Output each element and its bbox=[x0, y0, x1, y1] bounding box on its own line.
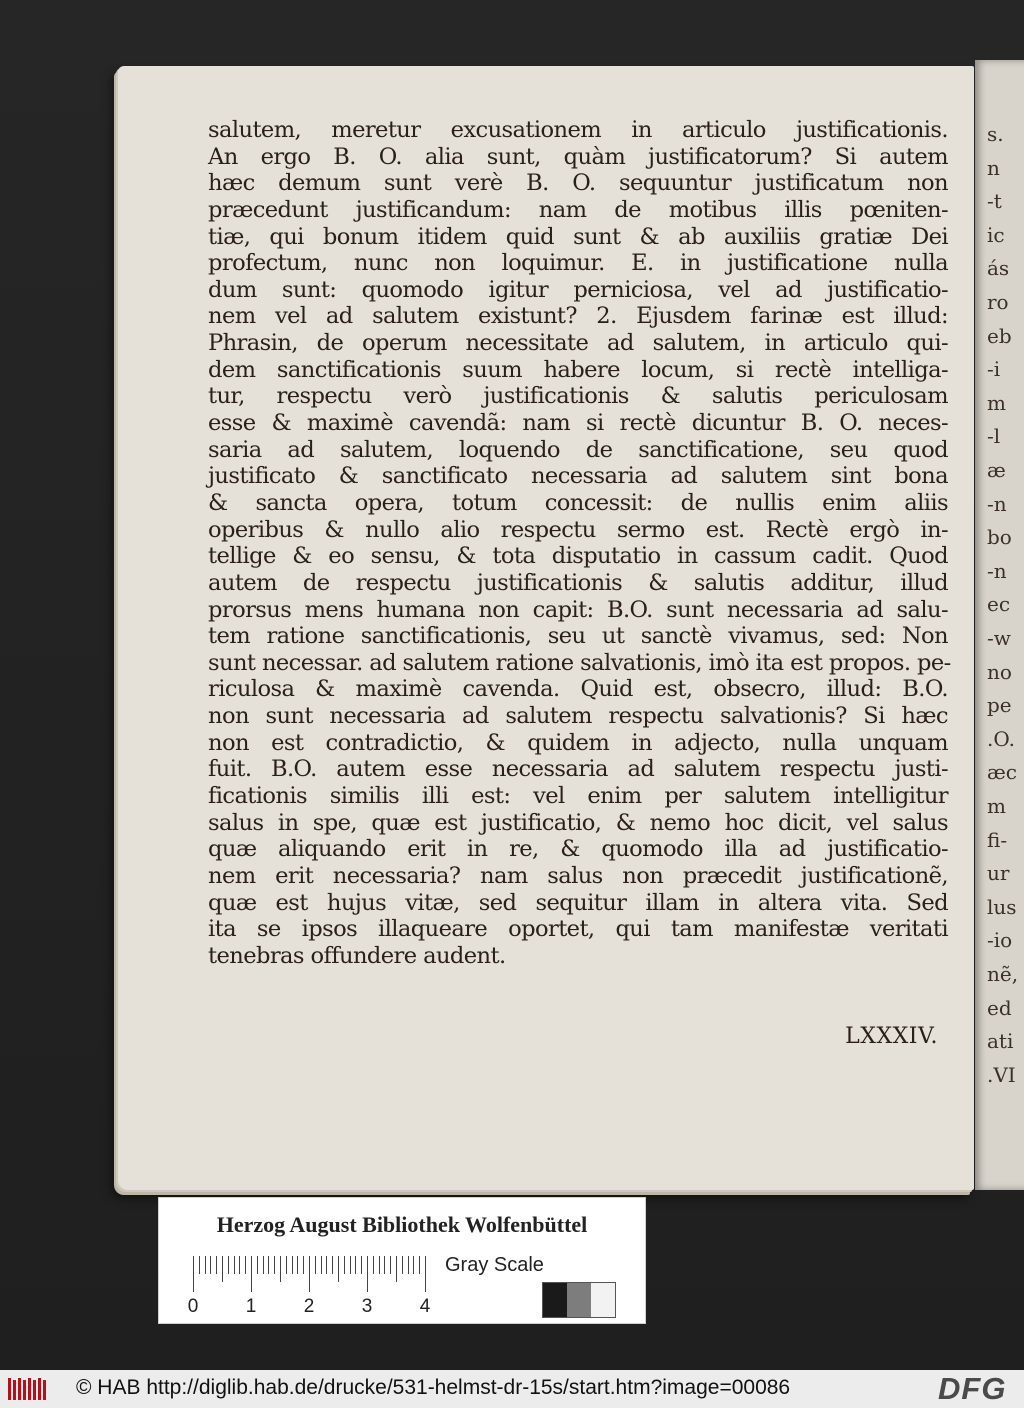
hab-logo-bar bbox=[18, 1378, 21, 1400]
ruler-tick bbox=[280, 1256, 281, 1282]
ruler-tick bbox=[205, 1256, 206, 1274]
next-page-fragment: -i bbox=[987, 357, 1001, 382]
ruler-tick bbox=[228, 1256, 229, 1274]
text-line: justificato & sanctificato necessaria ad salutem sint bona bbox=[208, 463, 948, 490]
ruler-tick bbox=[251, 1256, 252, 1292]
next-page-fragment: m bbox=[987, 390, 1006, 415]
text-line: profectum, nunc non loquimur. E. in justificatione nulla bbox=[208, 250, 948, 277]
ruler-number: 2 bbox=[303, 1296, 315, 1317]
text-line: saria ad salutem, loquendo de sanctificatione, seu quod bbox=[208, 436, 948, 463]
next-page-fragment: fi- bbox=[987, 827, 1008, 852]
text-line: nem vel ad salutem existunt? 2. Ejusdem farinæ est illud: bbox=[208, 303, 948, 330]
next-page-fragment: æ bbox=[987, 458, 1006, 482]
next-page-fragment: n bbox=[987, 155, 1000, 180]
ruler-tick bbox=[303, 1256, 304, 1274]
text-line: hæc demum sunt verè B. O. sequuntur justificatum non bbox=[208, 170, 948, 197]
ruler-tick bbox=[338, 1256, 339, 1282]
text-line: operibus & nullo alio respectu sermo est. Rectè ergò in- bbox=[208, 516, 948, 543]
ruler-tick bbox=[390, 1256, 391, 1274]
ruler-tick bbox=[373, 1256, 374, 1274]
color-calibration-card bbox=[158, 1197, 646, 1324]
text-line: sunt necessar. ad salutem ratione salvationis, imò ita est propos. pe- bbox=[208, 649, 951, 676]
ruler-tick bbox=[234, 1256, 235, 1274]
ruler-tick bbox=[321, 1256, 322, 1274]
next-page-fragment: ás bbox=[987, 256, 1010, 281]
text-line: esse & maximè cavendã: nam si rectè dicuntur B. O. neces- bbox=[208, 410, 948, 437]
hab-logo-bar bbox=[43, 1380, 46, 1400]
ruler-tick bbox=[332, 1256, 333, 1274]
hab-logo-bar bbox=[33, 1380, 36, 1400]
scale-ruler bbox=[187, 1256, 433, 1317]
ruler-tick bbox=[367, 1256, 368, 1292]
next-page-fragment: s. bbox=[987, 122, 1004, 146]
gray-swatch bbox=[543, 1283, 567, 1317]
ruler-tick bbox=[286, 1256, 287, 1274]
ruler-tick bbox=[245, 1256, 246, 1274]
text-line: tellige & eo sensu, & tota disputatio in cassum cadit. Quod bbox=[208, 543, 948, 570]
text-line: salus in spe, quæ est justificatio, & nemo hoc dicit, vel salus bbox=[208, 809, 948, 836]
text-line: non sunt necessaria ad salutem respectu salvationis? Si hæc bbox=[208, 703, 948, 730]
ruler-tick bbox=[216, 1256, 217, 1274]
text-line: tur, respectu verò justificationis & salutis periculosam bbox=[208, 383, 948, 410]
ruler-tick bbox=[292, 1256, 293, 1274]
ruler-tick bbox=[344, 1256, 345, 1274]
ruler-tick bbox=[268, 1256, 269, 1274]
text-line: dem sanctificationis suum habere locum, si rectè intelliga- bbox=[208, 356, 948, 383]
text-line: prorsus mens humana non capit: B.O. sunt necessaria ad salu- bbox=[208, 596, 948, 623]
catchword: LXXXIV. bbox=[845, 1024, 938, 1049]
next-page-fragment: ic bbox=[987, 222, 1005, 247]
text-line: tenebras offundere audent. bbox=[208, 942, 506, 969]
hab-logo-bar bbox=[38, 1378, 41, 1400]
text-line: quæ est hujus vitæ, sed sequitur illam in altera vita. Sed bbox=[208, 889, 948, 916]
ruler-tick bbox=[419, 1256, 420, 1274]
next-page-fragment: ro bbox=[987, 290, 1009, 314]
ruler-tick bbox=[315, 1256, 316, 1274]
ruler-tick bbox=[263, 1256, 264, 1274]
next-page-fragment: -n bbox=[987, 491, 1007, 516]
page-text bbox=[208, 117, 951, 970]
next-page-fragment: -t bbox=[987, 189, 1002, 214]
next-page-fragment: ati bbox=[987, 1029, 1014, 1054]
ruler-tick bbox=[396, 1256, 397, 1282]
text-line: Phrasin, de operum necessitate ad salutem, in articulo qui- bbox=[208, 330, 948, 357]
ruler-tick bbox=[408, 1256, 409, 1274]
text-line: præcedunt justificandum: nam de motibus illis pœniten- bbox=[208, 196, 948, 223]
text-line: quæ aliquando erit in re, & quomodo illa ad justificatio- bbox=[208, 836, 948, 863]
ruler-number: 4 bbox=[419, 1296, 431, 1317]
next-page-fragment: .VI bbox=[987, 1062, 1016, 1087]
ruler-tick bbox=[326, 1256, 327, 1274]
next-page-fragment: lus bbox=[987, 894, 1017, 919]
next-page-fragment: -n bbox=[987, 558, 1007, 583]
next-page-fragment: bo bbox=[987, 525, 1012, 550]
next-page-fragment: m bbox=[987, 794, 1006, 818]
viewer-footer bbox=[0, 1370, 1024, 1408]
next-page-fragment: no bbox=[987, 659, 1012, 684]
ruler-tick bbox=[402, 1256, 403, 1274]
text-line: An ergo B. O. alia sunt, quàm justificatorum? Si autem bbox=[208, 143, 948, 170]
ruler-tick bbox=[193, 1256, 194, 1292]
ruler-tick bbox=[199, 1256, 200, 1274]
ruler-tick bbox=[379, 1256, 380, 1274]
text-line: tiæ, qui bonum itidem quid sunt & ab auxiliis gratiæ Dei bbox=[208, 223, 948, 250]
ruler-tick bbox=[309, 1256, 310, 1292]
text-line: tem ratione sanctificationis, seu ut sanctè vivamus, sed: Non bbox=[208, 623, 948, 650]
text-line: fuit. B.O. autem esse necessaria ad salutem respectu justi- bbox=[208, 756, 948, 783]
ruler-tick bbox=[222, 1256, 223, 1282]
text-line: ita se ipsos illaqueare oportet, qui tam manifestæ veritati bbox=[208, 916, 948, 943]
hab-logo-bar bbox=[8, 1378, 11, 1400]
text-line: dum sunt: quomodo igitur perniciosa, vel ad justificatio- bbox=[208, 276, 948, 303]
text-line: riculosa & maximè cavenda. Quid est, obsecro, illud: B.O. bbox=[208, 676, 948, 703]
next-page-fragment: ec bbox=[987, 592, 1011, 617]
next-page-edge bbox=[975, 60, 1024, 1190]
text-line: non est contradictio, & quidem in adjecto, nulla unquam bbox=[208, 729, 948, 756]
next-page-fragment: -l bbox=[987, 424, 1001, 449]
next-page-fragment: -w bbox=[987, 626, 1011, 650]
ruler-tick bbox=[297, 1256, 298, 1274]
hab-logo-icon bbox=[6, 1376, 48, 1402]
hab-logo-bar bbox=[13, 1380, 16, 1400]
ruler-tick bbox=[355, 1256, 356, 1274]
ruler-number: 0 bbox=[187, 1296, 199, 1317]
hab-logo-bar bbox=[28, 1378, 31, 1400]
ruler-tick bbox=[274, 1256, 275, 1274]
next-page-fragment: eb bbox=[987, 323, 1012, 348]
next-page-fragment: ur bbox=[987, 861, 1010, 886]
next-page-fragment: nẽ, bbox=[987, 962, 1019, 986]
hab-logo-bar bbox=[23, 1380, 26, 1400]
next-page-fragment: pe bbox=[987, 693, 1012, 718]
ruler-tick bbox=[384, 1256, 385, 1274]
next-page-fragment: .O. bbox=[987, 726, 1015, 751]
gray-scale-swatch bbox=[542, 1282, 616, 1318]
text-line: nem erit necessaria? nam salus non præcedit justificationẽ, bbox=[208, 862, 948, 889]
ruler-number: 1 bbox=[245, 1296, 257, 1317]
gray-swatch bbox=[567, 1283, 591, 1317]
source-url[interactable]: © HAB http://diglib.hab.de/drucke/531-helmst-dr-15s/start.htm?image=00086 bbox=[76, 1376, 791, 1399]
library-name: Herzog August Bibliothek Wolfenbüttel bbox=[216, 1212, 588, 1237]
ruler-tick bbox=[413, 1256, 414, 1274]
gray-swatch bbox=[591, 1283, 615, 1317]
ruler-tick bbox=[425, 1256, 426, 1292]
gray-scale-label: Gray Scale bbox=[445, 1254, 544, 1276]
next-page-fragment: æc bbox=[987, 760, 1017, 785]
ruler-number: 3 bbox=[361, 1296, 373, 1317]
ruler-tick bbox=[361, 1256, 362, 1274]
next-page-fragment: -io bbox=[987, 928, 1013, 953]
next-page-fragment: ed bbox=[987, 995, 1012, 1020]
ruler-tick bbox=[210, 1256, 211, 1274]
ruler-tick bbox=[350, 1256, 351, 1274]
text-line: & sancta opera, totum concessit: de nullis enim aliis bbox=[208, 489, 948, 516]
text-line: salutem, meretur excusationem in articulo justificationis. bbox=[208, 117, 948, 143]
ruler-tick bbox=[257, 1256, 258, 1274]
ruler-tick bbox=[239, 1256, 240, 1274]
text-line: ficationis similis illi est: vel enim per salutem intelligitur bbox=[208, 783, 948, 810]
dfg-logo: DFG bbox=[938, 1371, 1007, 1406]
text-line: autem de respectu justificationis & salutis additur, illud bbox=[208, 569, 948, 596]
